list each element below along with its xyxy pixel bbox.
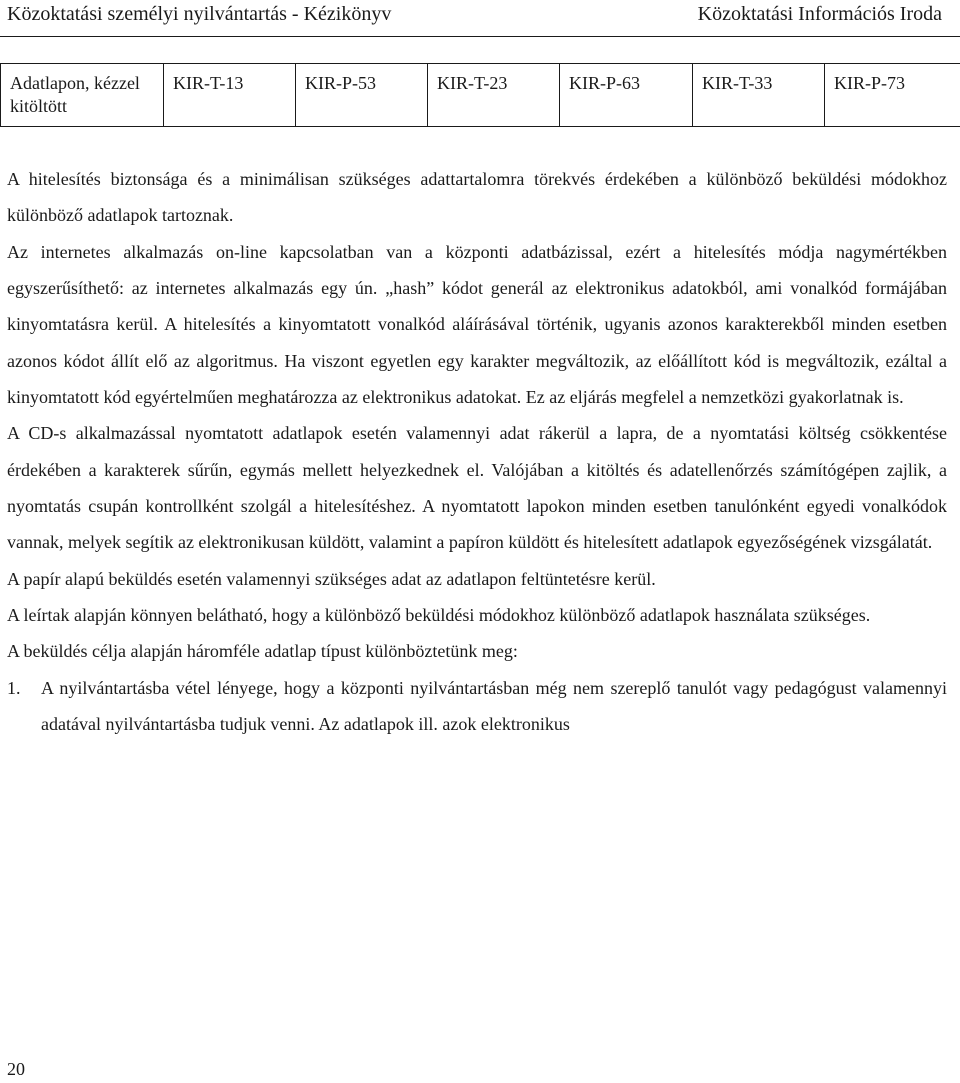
list-item bbox=[7, 670, 947, 743]
body-paragraph: A CD-s alkalmazással nyomtatott adatlapok esetén valamennyi adat rákerül a lapra, de a nyomtatási költség csökkentése érdekében a karakterek sűrűn, egymás mellett helyezkednek el. Valójában a kitöltés és adatellenőrzés számítógépen zajlik, a nyomtatás csupán kontrollként szolgál a hitelesítéshez. A nyomtatott lapokon minden esetben tanulónként egyedi vonalkódok vannak, melyek segítik az elektronikusan küldött, valamint a papíron küldött és hitelesített adatlapok egyezőségének vizsgálatát. bbox=[7, 423, 947, 553]
page-header bbox=[0, 0, 960, 37]
form-codes-table bbox=[0, 63, 960, 127]
page-number: 20 bbox=[7, 1059, 25, 1079]
header-left-title: Közoktatási személyi nyilvántartás - Kézikönyv bbox=[7, 3, 392, 25]
list-item-number: 1. bbox=[7, 677, 21, 698]
table-row bbox=[1, 64, 960, 127]
body-paragraph: A beküldés célja alapján háromféle adatlap típust különböztetünk meg: bbox=[7, 641, 518, 662]
document-body bbox=[7, 161, 947, 743]
header-right-title: Közoktatási Információs Iroda bbox=[697, 3, 942, 25]
table-cell-code: KIR-T-13 bbox=[164, 64, 296, 127]
table-cell-code: KIR-P-73 bbox=[825, 64, 960, 127]
list-item-text: A nyilvántartásba vétel lényege, hogy a központi nyilvántartásban még nem szereplő tanulót vagy pedagógust valamennyi adatával nyilvántartásba tudjuk venni. Az adatlapok ill. azok elektronikus bbox=[41, 677, 947, 735]
table-cell-code: KIR-T-33 bbox=[693, 64, 825, 127]
table-cell-method: Adatlapon, kézzel kitöltött bbox=[1, 64, 164, 127]
body-paragraph: A hitelesítés biztonsága és a minimálisan szükséges adattartalomra törekvés érdekében a különböző beküldési módokhoz különböző adatlapok tartoznak. bbox=[7, 169, 947, 226]
table-cell-code: KIR-P-53 bbox=[296, 64, 428, 127]
body-paragraph: A papír alapú beküldés esetén valamennyi szükséges adat az adatlapon feltüntetésre kerül. bbox=[7, 568, 656, 589]
body-paragraph: Az internetes alkalmazás on-line kapcsolatban van a központi adatbázissal, ezért a hitelesítés módja nagymértékben egyszerűsíthető: az internetes alkalmazás egy ún. „hash” kódot generál az elektronikus adatokból, ami vonalkód formájában kinyomtatásra kerül. A hitelesítés a kinyomtatott vonalkód aláírásával történik, ugyanis azonos karakterekből minden esetben azonos kódot állít elő az algoritmus. Ha viszont egyetlen egy karakter megváltozik, az előállított kód is megváltozik, ezáltal a kinyomtatott kód egyértelműen meghatározza az elektronikus adatokat. Ez az eljárás megfelel a nemzetközi gyakorlatnak is. bbox=[7, 241, 947, 408]
body-paragraph: A leírtak alapján könnyen belátható, hogy a különböző beküldési módokhoz különböző adatlapok használata szükséges. bbox=[7, 605, 871, 626]
table-cell-code: KIR-P-63 bbox=[560, 64, 693, 127]
table-cell-code: KIR-T-23 bbox=[428, 64, 560, 127]
